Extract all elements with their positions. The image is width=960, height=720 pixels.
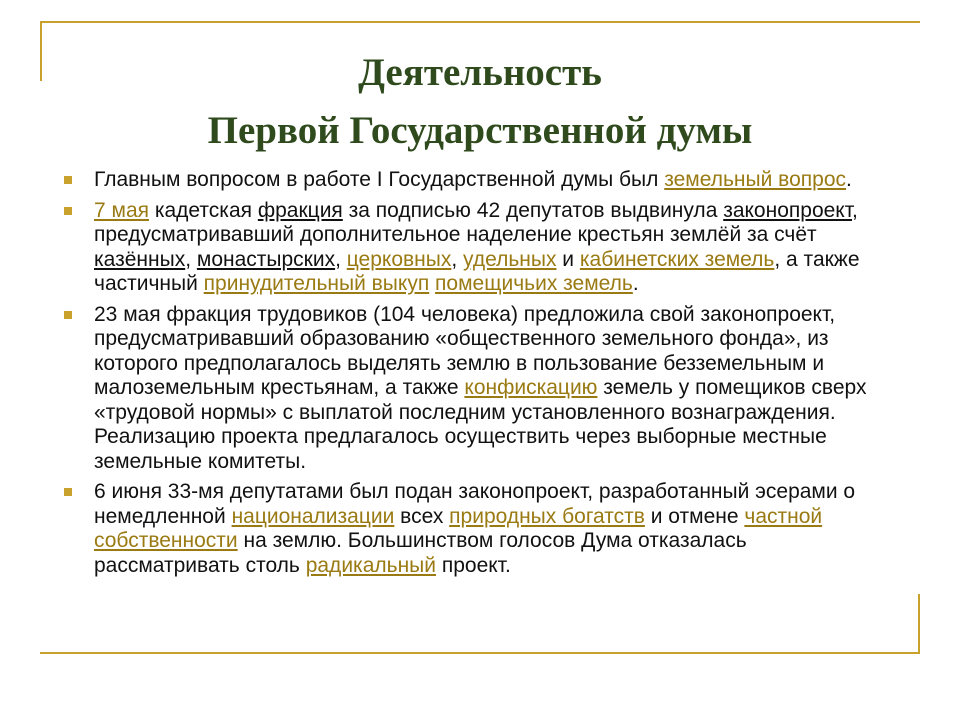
square-bullet-icon [64, 488, 72, 496]
hyperlink-underlined[interactable]: монастырских [196, 247, 336, 271]
hyperlink-underlined[interactable]: фракция [257, 198, 343, 222]
bullet-text: на землю. Большинством голосов Дума отказалась рассматривать столь [94, 529, 747, 577]
bullet-item [64, 199, 884, 297]
bullet-text: . [632, 272, 639, 295]
bullet-text: проект. [436, 553, 511, 577]
bullet-text: и отмене [644, 504, 745, 528]
hyperlink-underlined[interactable]: законопроект [723, 198, 853, 222]
hyperlink[interactable]: удельных [463, 247, 557, 271]
slide-title-line-1: Деятельность [358, 51, 602, 94]
bullet-text: , предусматривавший дополнительное наделение крестьян землёй за счёт [94, 198, 858, 246]
bullet-item [64, 480, 884, 578]
bullet-text: , а также частичный [94, 247, 860, 295]
bullet-text: Главным вопросом в работе I Государственной думы был [94, 168, 665, 191]
square-bullet-icon [64, 311, 72, 319]
bullet-text: , [451, 247, 464, 271]
square-bullet-icon [64, 176, 72, 184]
hyperlink-underlined[interactable]: казённых [94, 247, 186, 271]
hyperlink[interactable]: частной собственности [94, 504, 823, 552]
hyperlink[interactable]: природных богатств [449, 504, 645, 528]
hyperlink[interactable]: церковных [346, 247, 452, 271]
frame-bottom-line [40, 652, 920, 654]
hyperlink[interactable]: земельный вопрос [664, 168, 847, 191]
bullet-list [64, 168, 884, 584]
hyperlink[interactable]: кабинетских земель [579, 247, 775, 271]
frame-right-line [918, 594, 920, 654]
bullet-text: и [556, 247, 580, 271]
bullet-text: 23 мая фракция трудовиков (104 человека) предложила свой законопроект, предусматривавший образованию «общественного земельного фонда», из которого предполагалось выделять землю в пользование безземельным и малоземельным крестьянам, а также [94, 302, 836, 399]
bullet-text: . [846, 168, 852, 191]
hyperlink[interactable]: 7 мая [94, 198, 150, 222]
bullet-text: земель у помещиков сверх «трудовой нормы» с выплатой последним установленного вознаграждения. Реализацию проекта предлагалось осуществить через выборные местные земельные комитеты. [94, 376, 867, 473]
slide-title [0, 44, 960, 160]
bullet-text: 6 июня 33-мя депутатами был подан законопроект, разработанный эсерами о немедленной [94, 480, 856, 528]
hyperlink[interactable]: помещичьих земель [435, 272, 633, 295]
bullet-text: всех [394, 504, 450, 528]
hyperlink[interactable]: конфискацию [464, 376, 598, 399]
bullet-text: , [335, 247, 347, 271]
square-bullet-icon [64, 207, 72, 215]
frame-top-line [40, 21, 920, 23]
bullet-text: , [185, 247, 197, 271]
hyperlink[interactable]: радикальный [305, 553, 436, 577]
bullet-item [64, 168, 884, 193]
hyperlink[interactable]: принудительный выкуп [203, 272, 430, 295]
bullet-item [64, 303, 884, 475]
bullet-text: за подписью 42 депутатов выдвинула [342, 198, 724, 222]
slide-title-line-2: Первой Государственной думы [207, 109, 753, 152]
hyperlink[interactable]: национализации [231, 504, 395, 528]
bullet-text: кадетская [149, 198, 258, 222]
